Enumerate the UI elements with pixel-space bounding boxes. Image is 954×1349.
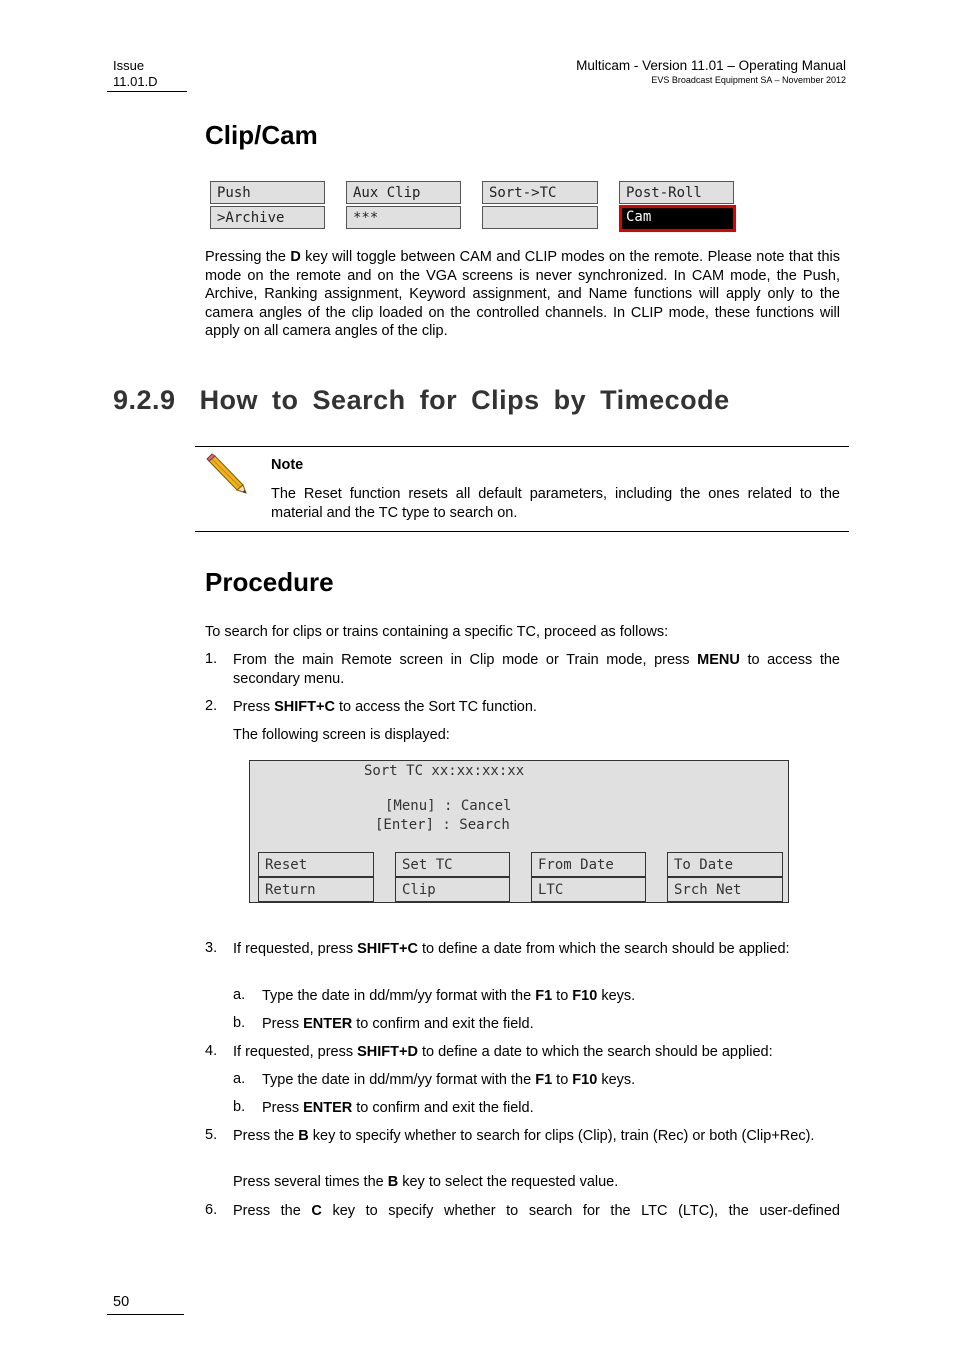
step3-c: to define a date from which the search should be applied: [417,941,790,957]
header-title-block [576,58,846,86]
header-rule [107,91,187,92]
step3-a: If requested, press [233,941,358,957]
step3a-e: keys. [597,988,636,1004]
pencil-icon [205,453,249,495]
note-text: The Reset function resets all default parameters, including the ones related to the material and the TC type to search on. [271,486,840,521]
step2-c: to access the Sort TC function. [334,699,537,715]
step6-c: key to specify whether to search for the LTC (LTC), the user-defined [321,1203,840,1219]
step3b-a: Press [262,1016,304,1032]
step5-note-c: key to select the requested value. [398,1174,619,1190]
step3a-c: to [552,988,573,1004]
key-empty [482,206,598,229]
step4a-e: keys. [597,1072,636,1088]
step3-key: SHIFT+C [357,941,418,957]
step5-text [233,1127,840,1146]
screen-line-menu: [Menu] : Cancel [385,798,512,814]
step3a-f1: F1 [535,988,553,1004]
screen-key-to-date: To Date [667,852,783,877]
header-issue [113,58,158,90]
screen-key-return: Return [258,877,374,902]
step4-key: SHIFT+D [357,1044,418,1060]
screen-key-reset: Reset [258,852,374,877]
step4a-f10: F10 [572,1072,598,1088]
clipcam-paragraph [205,248,840,341]
step2-text [233,698,840,717]
step1-c: to access the secondary menu. [233,652,840,687]
key-aux-clip: Aux Clip [346,181,461,204]
step4b-c: to confirm and exit the field. [352,1100,534,1116]
para-text-rest: key will toggle between CAM and CLIP modes on the remote. Please note that this mode on the remote and on the VGA screens is never synchronized. In CAM mode, the Push, Archive, Ranking assignment, Keyword assignment, and Name functions will apply only to the camera angles of the clip loaded on the controlled channels. In CLIP mode, these functions will apply on all camera angles of the clip. [205,249,840,340]
step1-a: From the main Remote screen in Clip mode or Train mode, press [233,652,698,668]
step2-number: 2. [205,698,218,714]
screen-key-set-tc: Set TC [395,852,510,877]
step2-note: The following screen is displayed: [233,727,450,743]
section-heading [113,385,730,416]
step4a-a: Type the date in dd/mm/yy format with the [262,1072,536,1088]
step3a-a: Type the date in dd/mm/yy format with the [262,988,536,1004]
step4b-letter: b. [233,1099,246,1115]
clipcam-heading: Clip/Cam [205,120,318,150]
key-sort-tc: Sort->TC [482,181,598,204]
manual-title: Multicam - Version 11.01 – Operating Manual [576,58,846,73]
screen-key-from-date: From Date [531,852,646,877]
screen-key-srch-net: Srch Net [667,877,783,902]
step4a-text [262,1071,840,1090]
issue-number: 11.01.D [113,74,158,89]
step3-number: 3. [205,940,218,956]
step6-key: C [311,1203,322,1219]
key-archive: >Archive [210,206,325,229]
step3-text [233,940,840,959]
step4a-letter: a. [233,1071,246,1087]
step4-text [233,1043,840,1062]
step5-note-key: B [387,1174,399,1190]
footer-rule [107,1314,184,1315]
remote-screen [249,760,789,903]
step3a-text [262,987,840,1006]
d-key: D [290,249,301,265]
step4-c: to define a date to which the search should be applied: [417,1044,773,1060]
key-post-roll: Post-Roll [619,181,734,204]
key-push: Push [210,181,325,204]
step3a-letter: a. [233,987,246,1003]
step4-number: 4. [205,1043,218,1059]
step2-key: SHIFT+C [274,699,335,715]
note-rule-bottom [195,531,849,532]
section-title: How to Search for Clips by Timecode [199,385,730,415]
procedure-heading: Procedure [205,567,334,597]
step5-a: Press the [233,1128,299,1144]
step4b-text [262,1099,840,1118]
step1-key: MENU [697,652,740,668]
step4-a: If requested, press [233,1044,358,1060]
para-text: Pressing the [205,249,291,265]
screen-line-sort-tc: Sort TC xx:xx:xx:xx [364,763,525,779]
step5-c: key to specify whether to search for clips (Clip), train (Rec) or both (Clip+Rec). [308,1128,815,1144]
step3a-f10: F10 [572,988,598,1004]
step6-a: Press the [233,1203,312,1219]
key-stars: *** [346,206,461,229]
step1-number: 1. [205,651,218,667]
manual-subtitle: EVS Broadcast Equipment SA – November 2012 [651,75,846,85]
screen-line-enter: [Enter] : Search [375,817,510,833]
step5-key: B [298,1128,309,1144]
screen-key-clip: Clip [395,877,510,902]
step1-text [233,651,840,688]
issue-label: Issue [113,58,145,73]
page-number: 50 [113,1294,130,1310]
step4a-c: to [552,1072,573,1088]
step3b-c: to confirm and exit the field. [352,1016,534,1032]
step4a-f1: F1 [535,1072,553,1088]
step3b-enter: ENTER [303,1016,353,1032]
step6-number: 6. [205,1202,218,1218]
step4b-enter: ENTER [303,1100,353,1116]
step5-number: 5. [205,1127,218,1143]
step6-text [233,1202,840,1221]
note-rule-top [195,446,849,447]
step3b-text [262,1015,840,1034]
procedure-intro: To search for clips or trains containing a specific TC, proceed as follows: [205,624,669,640]
note-title: Note [271,457,304,473]
step3b-letter: b. [233,1015,246,1031]
key-cam-highlighted: Cam [619,205,736,232]
step4b-a: Press [262,1100,304,1116]
screen-key-ltc: LTC [531,877,646,902]
step5-note-a: Press several times the [233,1174,388,1190]
section-number: 9.2.9 [113,385,176,415]
step2-a: Press [233,699,275,715]
step5-note [233,1173,840,1192]
